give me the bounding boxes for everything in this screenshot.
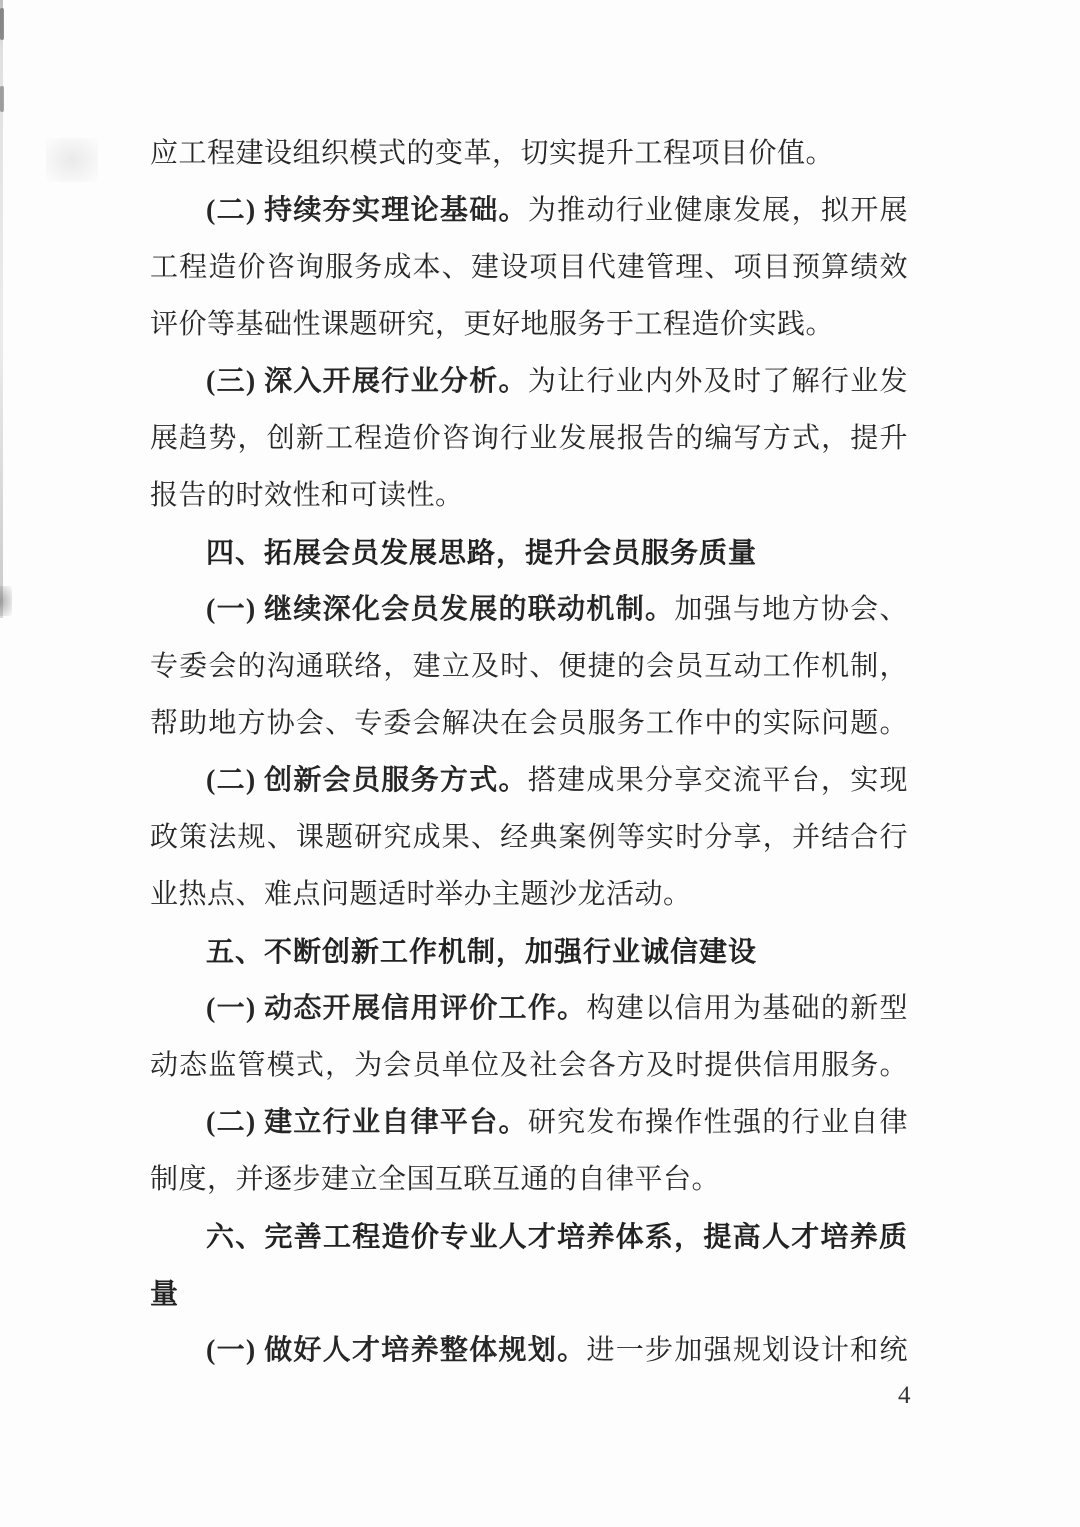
scan-artifact-blob [46,138,98,182]
text-line-content: 动态监管模式，为会员单位及社会各方及时提供信用服务。 [150,1050,908,1081]
text-line [150,467,908,524]
text-line-content: 四、拓展会员发展思路，提升会员服务质量 [206,537,758,568]
section-heading [150,923,908,980]
text-line-content: 量 [150,1278,180,1309]
text-line-content: 评价等基础性课题研究，更好地服务于工程造价实践。 [150,309,835,340]
text-line [150,866,908,923]
text-line-content: 六、完善工程造价专业人才培养体系，提高人才培养质 [206,1221,908,1252]
text-line [150,581,908,638]
paragraph-lead: (二) 建立行业自律平台。 [206,1107,528,1138]
text-line [150,809,908,866]
text-line-content: 五、不断创新工作机制，加强行业诚信建设 [206,936,758,967]
text-line [150,353,908,410]
section-heading-continuation [150,1265,908,1322]
text-line-content: 报告的时效性和可读性。 [150,480,464,511]
document-body [150,125,908,1379]
scan-artifact-mark-top [0,8,4,40]
paragraph-lead: (一) 动态开展信用评价工作。 [206,993,587,1024]
text-line-content: 加强与地方协会、 [674,594,908,625]
section-heading [150,524,908,581]
scan-artifact-mark-mid [0,86,4,112]
text-line-content: 帮助地方协会、专委会解决在会员服务工作中的实际问题。 [150,708,908,739]
paragraph-lead: (二) 持续夯实理论基础。 [206,195,528,226]
paragraph-lead: (一) 继续深化会员发展的联动机制。 [206,594,675,625]
text-line [150,638,908,695]
text-line-content: 构建以信用为基础的新型 [586,993,908,1024]
text-line [150,1037,908,1094]
text-line [150,239,908,296]
text-line-content: 工程造价咨询服务成本、建设项目代建管理、项目预算绩效 [150,252,908,283]
text-line-content: 为让行业内外及时了解行业发 [527,366,908,397]
text-line-content: 制度，并逐步建立全国互联互通的自律平台。 [150,1164,721,1195]
text-line [150,1322,908,1379]
text-line-content: 专委会的沟通联络，建立及时、便捷的会员互动工作机制， [150,651,908,682]
text-line [150,182,908,239]
text-line-content: 搭建成果分享交流平台，实现 [527,765,908,796]
text-line [150,296,908,353]
scan-artifact-smudge [0,586,12,616]
text-line-content: 研究发布操作性强的行业自律 [527,1107,908,1138]
section-heading [150,1208,908,1265]
text-line-content: 展趋势，创新工程造价咨询行业发展报告的编写方式，提升 [150,423,908,454]
text-line-content: 政策法规、课题研究成果、经典案例等实时分享，并结合行 [150,822,908,853]
text-line-content: 进一步加强规划设计和统 [586,1335,908,1366]
text-line [150,410,908,467]
text-line [150,695,908,752]
page-number: 4 [898,1382,911,1409]
text-line [150,980,908,1037]
paragraph-lead: (二) 创新会员服务方式。 [206,765,528,796]
paragraph-lead: (三) 深入开展行业分析。 [206,366,528,397]
text-line [150,1151,908,1208]
text-line-content: 为推动行业健康发展，拟开展 [527,195,908,226]
text-line-content: 应工程建设组织模式的变革，切实提升工程项目价值。 [150,138,835,169]
text-line [150,1094,908,1151]
text-line-content: 业热点、难点问题适时举办主题沙龙活动。 [150,879,692,910]
text-line [150,752,908,809]
text-line [150,125,908,182]
paragraph-lead: (一) 做好人才培养整体规划。 [206,1335,587,1366]
